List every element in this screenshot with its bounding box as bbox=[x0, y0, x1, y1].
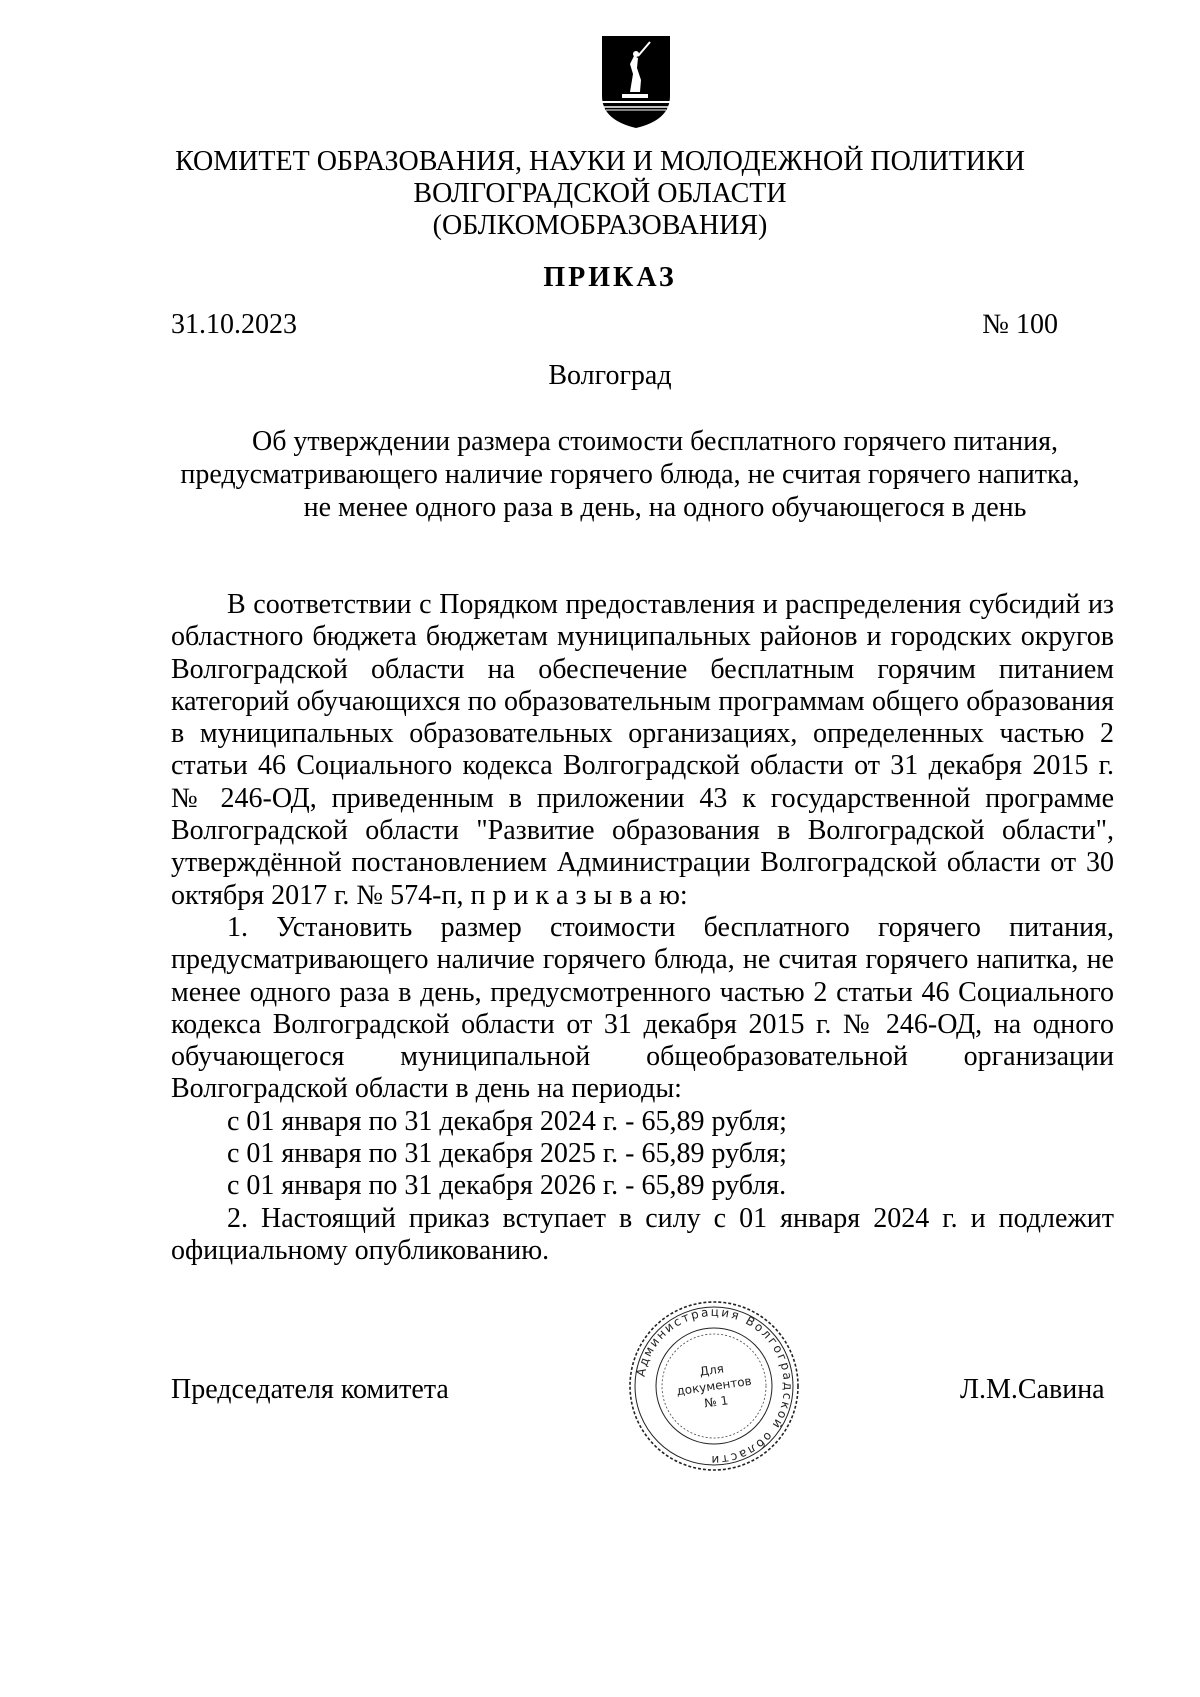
document-body bbox=[171, 589, 1114, 1267]
preamble-paragraph: В соответствии с Порядком предоставления и распределения субсидий из областного бюджета бюджетам муниципальных районов и городских округов Волгоградской области на обеспечение бесплатным горячим питанием категорий обучающихся по образовательным программам общего образования в муниципальных образовательных организациях, определенных частью 2 статьи 46 Социального кодекса Волгоградской области от 31 декабря 2015 г. № 246-ОД, приведенным в приложении 43 к государственной программе Волгоградской области "Развитие образования в Волгоградской области", утверждённой постановлением Администрации Волгоградской области от 30 октября 2017 г. № 574-п, п р и к а з ы в а ю: bbox=[171, 589, 1114, 911]
committee-name bbox=[150, 146, 1050, 242]
official-stamp bbox=[626, 1298, 802, 1474]
committee-line: (ОБЛКОМОБРАЗОВАНИЯ) bbox=[432, 210, 768, 241]
stamp-text: Для bbox=[698, 1361, 725, 1379]
document-title bbox=[180, 425, 1080, 524]
point-1-paragraph: 1. Установить размер стоимости бесплатного горячего питания, предусматривающего наличие горячего блюда, не считая горячего напитка, не менее одного раза в день, предусмотренного частью 2 статьи 46 Социального кодекса Волгоградской области от 31 декабря 2015 г. № 246-ОД, на одного обучающегося муниципальной общеобразовательной организации Волгоградской области в день на периоды: bbox=[171, 911, 1114, 1105]
coat-of-arms-icon bbox=[600, 34, 672, 130]
period-item: с 01 января по 31 декабря 2024 г. - 65,89 рубля; bbox=[227, 1105, 787, 1137]
stamp-text: документов bbox=[675, 1373, 753, 1399]
period-item: с 01 января по 31 декабря 2025 г. - 65,89 рубля; bbox=[227, 1138, 787, 1170]
period-item: с 01 января по 31 декабря 2026 г. - 65,89 рубля. bbox=[227, 1170, 787, 1202]
committee-line: КОМИТЕТ ОБРАЗОВАНИЯ, НАУКИ И МОЛОДЕЖНОЙ ПОЛИТИКИ bbox=[175, 146, 1025, 177]
stamp-ring-text: Администрация Волгоградской области bbox=[633, 1304, 796, 1468]
committee-line: ВОЛГОГРАДСКОЙ ОБЛАСТИ bbox=[413, 178, 787, 209]
document-number: № 100 bbox=[982, 309, 1058, 340]
title-line: не менее одного раза в день, на одного обучающегося в день bbox=[303, 492, 1027, 523]
document-type: ПРИКАЗ bbox=[543, 262, 677, 293]
stamp-text: № 1 bbox=[703, 1393, 730, 1411]
signatory-name: Л.М.Савина bbox=[960, 1374, 1105, 1405]
document-date: 31.10.2023 bbox=[171, 309, 297, 340]
signatory-role: Председателя комитета bbox=[171, 1374, 449, 1405]
point-2-paragraph: 2. Настоящий приказ вступает в силу с 01 января 2024 г. и подлежит официальному опубликованию. bbox=[171, 1202, 1114, 1266]
title-line: Об утверждении размера стоимости бесплатного горячего питания, bbox=[251, 426, 1059, 457]
title-line: предусматривающего наличие горячего блюда, не считая горячего напитка, bbox=[180, 459, 1080, 490]
document-city: Волгоград bbox=[548, 360, 672, 391]
